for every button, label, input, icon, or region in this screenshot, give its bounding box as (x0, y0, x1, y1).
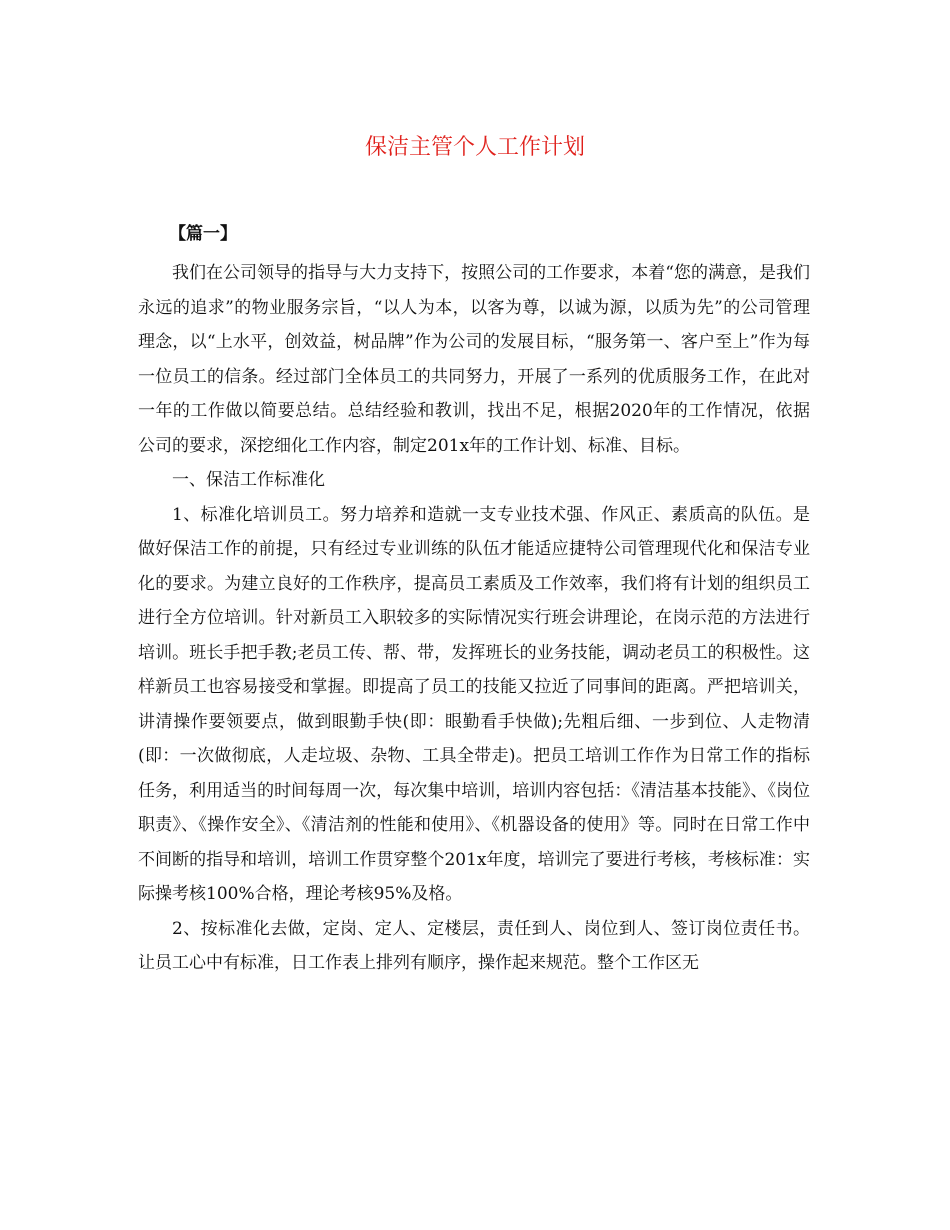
paragraph-standard-work: 2、按标准化去做，定岗、定人、定楼层，责任到人、岗位到人、签订岗位责任书。让员工心中有标准，日工作表上排列有顺序，操作起来规范。整个工作区无 (138, 918, 810, 973)
paragraph-training: 1、标准化培训员工。努力培养和造就一支专业技术强、作风正、素质高的队伍。是做好保洁工作的前提，只有经过专业训练的队伍才能适应捷特公司管理现代化和保洁专业化的要求。为建立良好的工作秩序，提高员工素质及工作效率，我们将有计划的组织员工进行全方位培训。针对新员工入职较多的实际情况实行班会讲理论，在岗示范的方法进行培训。班长手把手教;老员工传、帮、带，发挥班长的业务技能，调动老员工的积极性。这样新员工也容易接受和掌握。即提高了员工的技能又拉近了同事间的距离。严把培训关，讲清操作要领要点，做到眼勤手快(即：眼勤看手快做);先粗后细、一步到位、人走物清(即：一次做彻底，人走垃圾、杂物、工具全带走)。把员工培训工作作为日常工作的指标任务，利用适当的时间每周一次，每次集中培训，培训内容包括：《清洁基本技能》、《岗位职责》、《操作安全》、《清洁剂的性能和使用》、《机器设备的使用》等。同时在日常工作中不间断的指导和培训，培训工作贯穿整个201x年度，培训完了要进行考核，考核标准：实际操考核100%合格，理论考核95%及格。 (138, 504, 810, 904)
document-body (138, 256, 810, 981)
paragraph-intro: 我们在公司领导的指导与大力支持下，按照公司的工作要求，本着“您的满意，是我们永远的追求”的物业服务宗旨，“以人为本，以客为尊，以诚为源，以质为先”的公司管理理念，以“上水平，创效益，树品牌”作为公司的发展目标，“服务第一、客户至上”作为每一位员工的信条。经过部门全体员工的共同努力，开展了一系列的优质服务工作，在此对一年的工作做以简要总结。总结经验和教训，找出不足，根据2020年的工作情况，依据公司的要求，深挖细化工作内容，制定201x年的工作计划、标准、目标。 (138, 263, 810, 456)
document-title: 保洁主管个人工作计划 (364, 135, 585, 160)
subheading-standardization: 一、保洁工作标准化 (172, 470, 325, 490)
section-heading: 【篇一】 (169, 224, 237, 244)
